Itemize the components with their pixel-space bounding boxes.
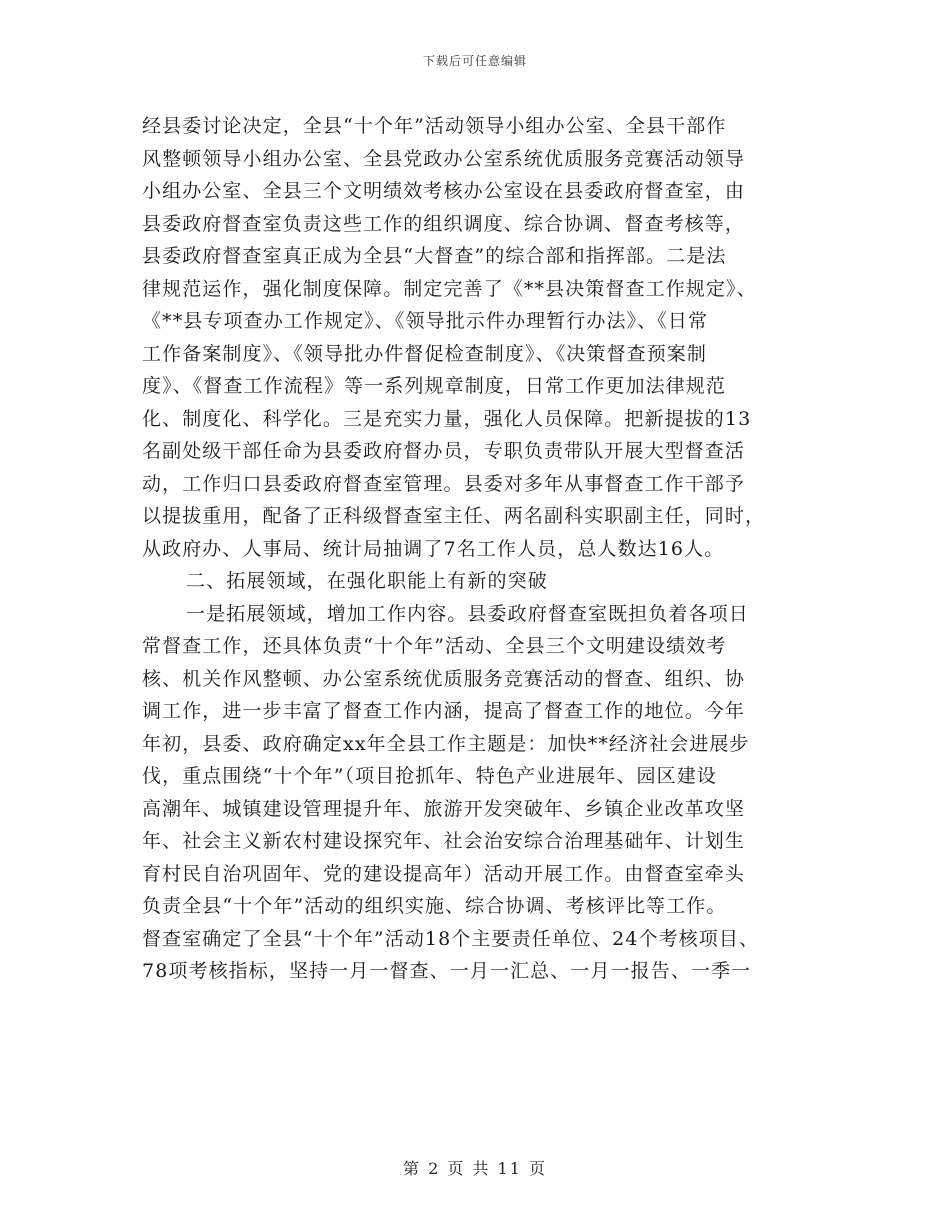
text-line: 名副处级干部任命为县委政府督办员，专职负责带队开展大型督查活 [142,440,746,462]
page-number-footer: 第 2 页 共 11 页 [403,1159,547,1178]
text-line: 小组办公室、全县三个文明绩效考核办公室设在县委政府督查室，由 [142,180,746,202]
section-heading: 二、拓展领域，在强化职能上有新的突破 [186,570,548,592]
body-text [142,110,802,988]
text-line: 常督查工作，还具体负责“十个年”活动、全县三个文明建设绩效考 [142,635,727,657]
text-line: 县委政府督查室真正成为全县“大督查”的综合部和指挥部。二是法 [142,245,727,267]
text-line: 一是拓展领域，增加工作内容。县委政府督查室既担负着各项日 [186,602,749,625]
text-line: 调工作，进一步丰富了督查工作内涵，提高了督查工作的地位。今年 [142,700,746,722]
header-note: 下载后可任意编辑 [422,54,527,68]
text-line: 78项考核指标，坚持一月一督查、一月一汇总、一月一报告、一季一 [142,960,752,982]
text-line: 年初，县委、政府确定xx年全县工作主题是：加快**经济社会进展步 [142,732,750,755]
text-line: 动，工作归口县委政府督查室管理。县委对多年从事督查工作干部予 [142,472,746,495]
text-line: 核、机关作风整顿、办公室系统优质服务竞赛活动的督查、组织、协 [142,667,746,690]
text-line: 年、社会主义新农村建设探究年、社会治安综合治理基础年、计划生 [142,830,746,852]
text-line: 县委政府督查室负责这些工作的组织调度、综合协调、督查考核等， [142,212,746,235]
text-line: 督查室确定了全县“十个年”活动18个主要责任单位、24个考核项目、 [142,927,760,950]
text-line: 负责全县“十个年”活动的组织实施、综合协调、考核评比等工作。 [142,895,727,917]
text-line: 化、制度化、科学化。三是充实力量，强化人员保障。把新提拔的13 [142,407,752,430]
text-line: 工作备案制度》、《领导批办件督促检查制度》、《决策督查预案制 [142,342,708,365]
text-line: 以提拔重用，配备了正科级督查室主任、两名副科实职副主任，同时， [142,505,766,527]
text-line: 伐，重点围绕“十个年”（项目抢抓年、特色产业进展年、园区建设 [142,765,717,787]
text-line: 经县委讨论决定，全县“十个年”活动领导小组办公室、全县干部作 [142,115,727,137]
text-line: 《**县专项查办工作规定》、《领导批示件办理暂行办法》、《日常 [142,310,709,332]
text-line: 高潮年、城镇建设管理提升年、旅游开发突破年、乡镇企业改革攻坚 [142,797,746,820]
text-line: 律规范运作，强化制度保障。制定完善了《**县决策督查工作规定》、 [142,277,757,300]
text-line: 度》、《督查工作流程》等一系列规章制度，日常工作更加法律规范 [142,375,727,397]
text-line: 风整顿领导小组办公室、全县党政办公室系统优质服务竞赛活动领导 [142,147,746,170]
text-line: 从政府办、人事局、统计局抽调了7名工作人员，总人数达16人。 [142,537,725,560]
text-line: 育村民自治巩固年、党的建设提高年）活动开展工作。由督查室牵头 [142,862,746,885]
